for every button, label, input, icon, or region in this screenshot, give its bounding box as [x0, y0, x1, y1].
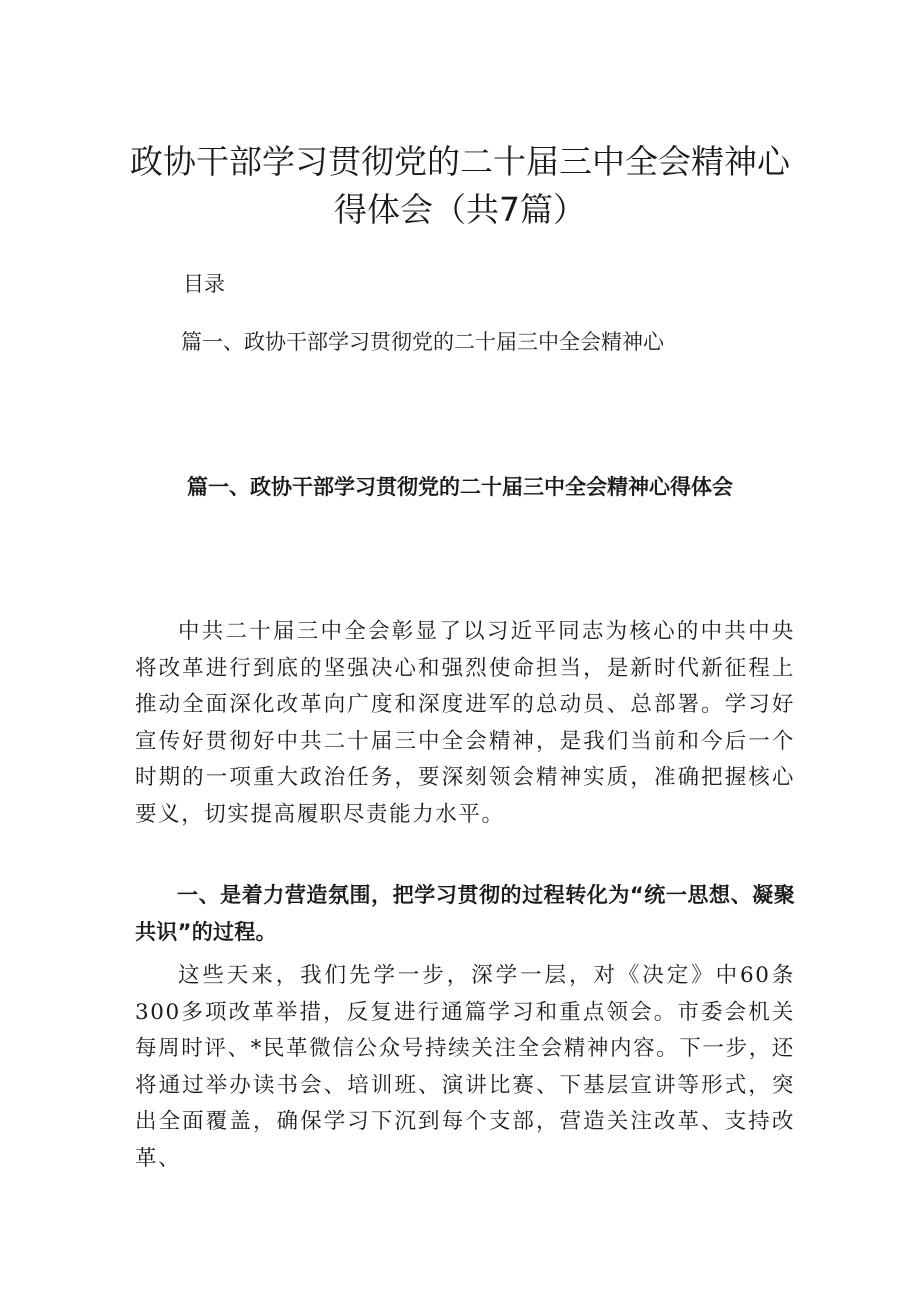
body-paragraph-detail: 这些天来，我们先学一步，深学一层，对《决定》中60条300多项改革举措，反复进行通篇学习和重点领会。市委会机关每周时评、*民革微信公众号持续关注全会精神内容。下一步，还将通过举办读书会、培训班、演讲比赛、下基层宣讲等形式，突出全面覆盖，确保学习下沉到每个支部，营造关注改革、支持改革、 [135, 963, 795, 1171]
body-paragraph-heading: 一、是着力营造氛围，把学习贯彻的过程转化为“统一思想、凝聚共识”的过程。 [135, 883, 795, 944]
section-title: 篇一、政协干部学习贯彻党的二十届三中全会精神心得体会 [187, 475, 733, 499]
toc-heading: 目录 [183, 272, 225, 296]
body-paragraph-intro: 中共二十届三中全会彰显了以习近平同志为核心的中共中央将改革进行到底的坚强决心和强烈使命担当，是新时代新征程上推动全面深化改革向广度和深度进军的总动员、总部署。学习好宣传好贯彻好中共二十届三中全会精神，是我们当前和今后一个时期的一项重大政治任务，要深刻领会精神实质，准确把握核心要义，切实提高履职尽责能力水平。 [135, 619, 795, 827]
document-title: 政协干部学习贯彻党的二十届三中全会精神心得体会（共7篇） [130, 142, 790, 229]
toc-item-1[interactable]: 篇一、政协干部学习贯彻党的二十届三中全会精神心 [181, 330, 664, 354]
